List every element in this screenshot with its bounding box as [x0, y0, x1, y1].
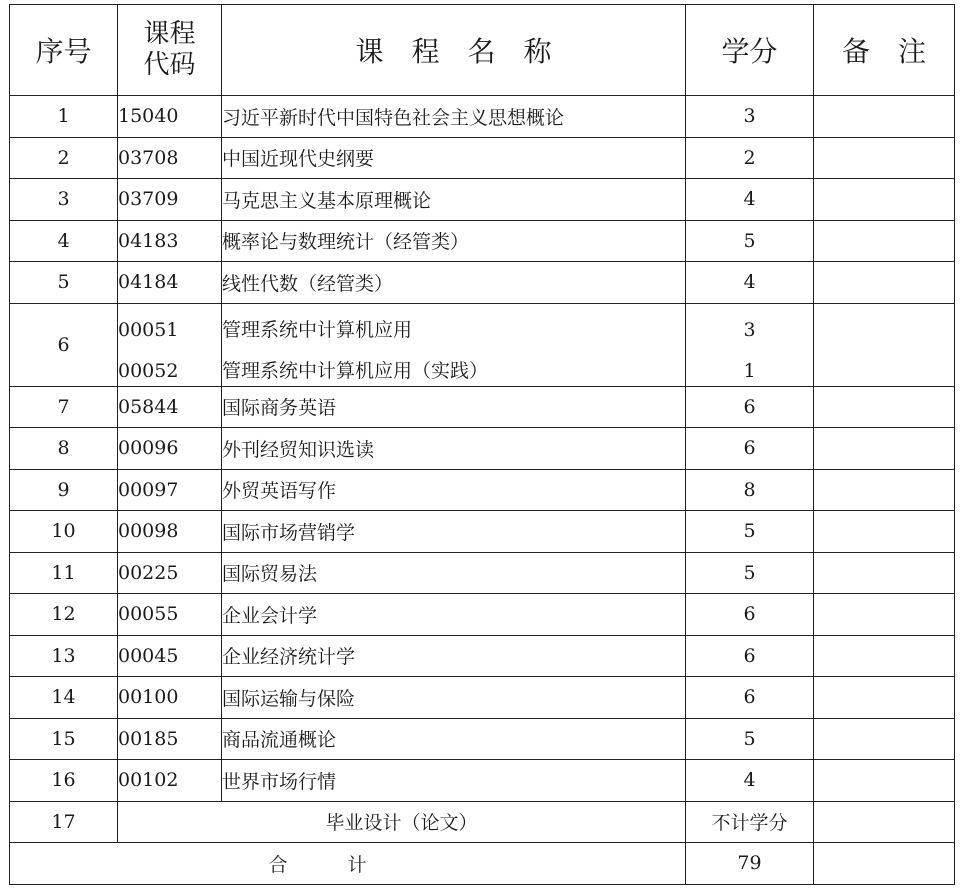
row-credit: 2 [686, 137, 814, 179]
row-note [814, 262, 955, 304]
table-row [10, 635, 955, 677]
table-row [10, 262, 955, 304]
row-note [814, 137, 955, 179]
row-code: 03709 [118, 179, 222, 221]
row-code-group [118, 303, 222, 386]
row-note [814, 96, 955, 138]
row-credit: 6 [686, 594, 814, 636]
row-code: 00051 [118, 318, 179, 341]
row-credit: 6 [686, 677, 814, 719]
row-code: 00102 [118, 760, 222, 802]
row-note [814, 428, 955, 470]
row-num: 1 [10, 96, 118, 138]
thesis-note [814, 801, 955, 843]
header-code-line1: 课程 [143, 19, 196, 49]
header-credit: 学分 [686, 5, 814, 96]
row-code: 00055 [118, 594, 222, 636]
row-name-group [222, 303, 686, 386]
row-code: 00100 [118, 677, 222, 719]
row-credit: 4 [686, 262, 814, 304]
table-row [10, 220, 955, 262]
row-credit: 8 [686, 469, 814, 511]
row-num: 12 [10, 594, 118, 636]
row-num: 14 [10, 677, 118, 719]
row-num: 15 [10, 718, 118, 760]
row-credit: 6 [686, 635, 814, 677]
row-name: 马克思主义基本原理概论 [222, 179, 686, 221]
table-row [10, 594, 955, 636]
row-code: 00096 [118, 428, 222, 470]
row-num: 3 [10, 179, 118, 221]
row-note [814, 718, 955, 760]
row-num: 5 [10, 262, 118, 304]
thesis-label: 毕业设计（论文） [118, 801, 686, 843]
header-num: 序号 [10, 5, 118, 96]
row-code: 00225 [118, 552, 222, 594]
row-note [814, 511, 955, 553]
row-credit: 5 [686, 220, 814, 262]
row-note [814, 469, 955, 511]
row-num: 4 [10, 220, 118, 262]
header-row [10, 5, 955, 96]
row-num: 7 [10, 386, 118, 428]
row-num: 8 [10, 428, 118, 470]
header-note: 备 注 [814, 5, 955, 96]
table-row [10, 511, 955, 553]
thesis-row [10, 801, 955, 843]
row-credit: 5 [686, 718, 814, 760]
header-code [118, 5, 222, 96]
row-code: 00098 [118, 511, 222, 553]
row-num: 6 [10, 303, 118, 386]
thesis-credit: 不计学分 [686, 801, 814, 843]
table-row [10, 137, 955, 179]
table-row [10, 677, 955, 719]
row-name: 概率论与数理统计（经管类） [222, 220, 686, 262]
table-row [10, 428, 955, 470]
row-name: 外刊经贸知识选读 [222, 428, 686, 470]
table-row [10, 469, 955, 511]
row-name: 国际贸易法 [222, 552, 686, 594]
total-label: 合计 [10, 843, 686, 885]
row-code: 00045 [118, 635, 222, 677]
row-credit: 3 [686, 96, 814, 138]
total-credit: 79 [686, 843, 814, 885]
table-row [10, 96, 955, 138]
row-code: 04184 [118, 262, 222, 304]
row-num: 11 [10, 552, 118, 594]
row-credit: 5 [686, 552, 814, 594]
row-name: 世界市场行情 [222, 760, 686, 802]
row-num: 9 [10, 469, 118, 511]
table-row [10, 386, 955, 428]
row-code: 15040 [118, 96, 222, 138]
total-row [10, 843, 955, 885]
table-row [10, 303, 955, 386]
row-note [814, 386, 955, 428]
row-num: 16 [10, 760, 118, 802]
row-code: 00185 [118, 718, 222, 760]
row-name: 管理系统中计算机应用 [222, 318, 413, 341]
row-name: 管理系统中计算机应用（实践） [222, 359, 489, 382]
row-num: 13 [10, 635, 118, 677]
row-name: 中国近现代史纲要 [222, 137, 686, 179]
row-credit: 5 [686, 511, 814, 553]
row-num: 10 [10, 511, 118, 553]
row-num: 2 [10, 137, 118, 179]
row-note [814, 677, 955, 719]
row-credit: 6 [686, 428, 814, 470]
row-code: 00097 [118, 469, 222, 511]
row-note [814, 760, 955, 802]
header-name: 课 程 名 称 [222, 5, 686, 96]
row-credit: 4 [686, 179, 814, 221]
row-note [814, 635, 955, 677]
row-code: 00052 [118, 359, 179, 382]
row-code: 03708 [118, 137, 222, 179]
row-name: 习近平新时代中国特色社会主义思想概论 [222, 96, 686, 138]
row-note [814, 220, 955, 262]
total-note [814, 843, 955, 885]
row-name: 国际市场营销学 [222, 511, 686, 553]
thesis-num: 17 [10, 801, 118, 843]
table-row [10, 552, 955, 594]
row-name: 企业会计学 [222, 594, 686, 636]
row-name: 国际运输与保险 [222, 677, 686, 719]
header-code-line2: 代码 [143, 50, 196, 80]
row-code: 05844 [118, 386, 222, 428]
row-note [814, 303, 955, 386]
table-row [10, 179, 955, 221]
row-note [814, 594, 955, 636]
row-name: 外贸英语写作 [222, 469, 686, 511]
row-credit-group [686, 303, 814, 386]
row-name: 商品流通概论 [222, 718, 686, 760]
row-credit: 3 [743, 318, 756, 341]
row-name: 线性代数（经管类） [222, 262, 686, 304]
row-name: 企业经济统计学 [222, 635, 686, 677]
row-credit: 1 [743, 359, 756, 382]
row-note [814, 179, 955, 221]
row-credit: 6 [686, 386, 814, 428]
table-row [10, 718, 955, 760]
row-note [814, 552, 955, 594]
row-name: 国际商务英语 [222, 386, 686, 428]
row-credit: 4 [686, 760, 814, 802]
table-row [10, 760, 955, 802]
row-code: 04183 [118, 220, 222, 262]
curriculum-table [9, 4, 955, 885]
